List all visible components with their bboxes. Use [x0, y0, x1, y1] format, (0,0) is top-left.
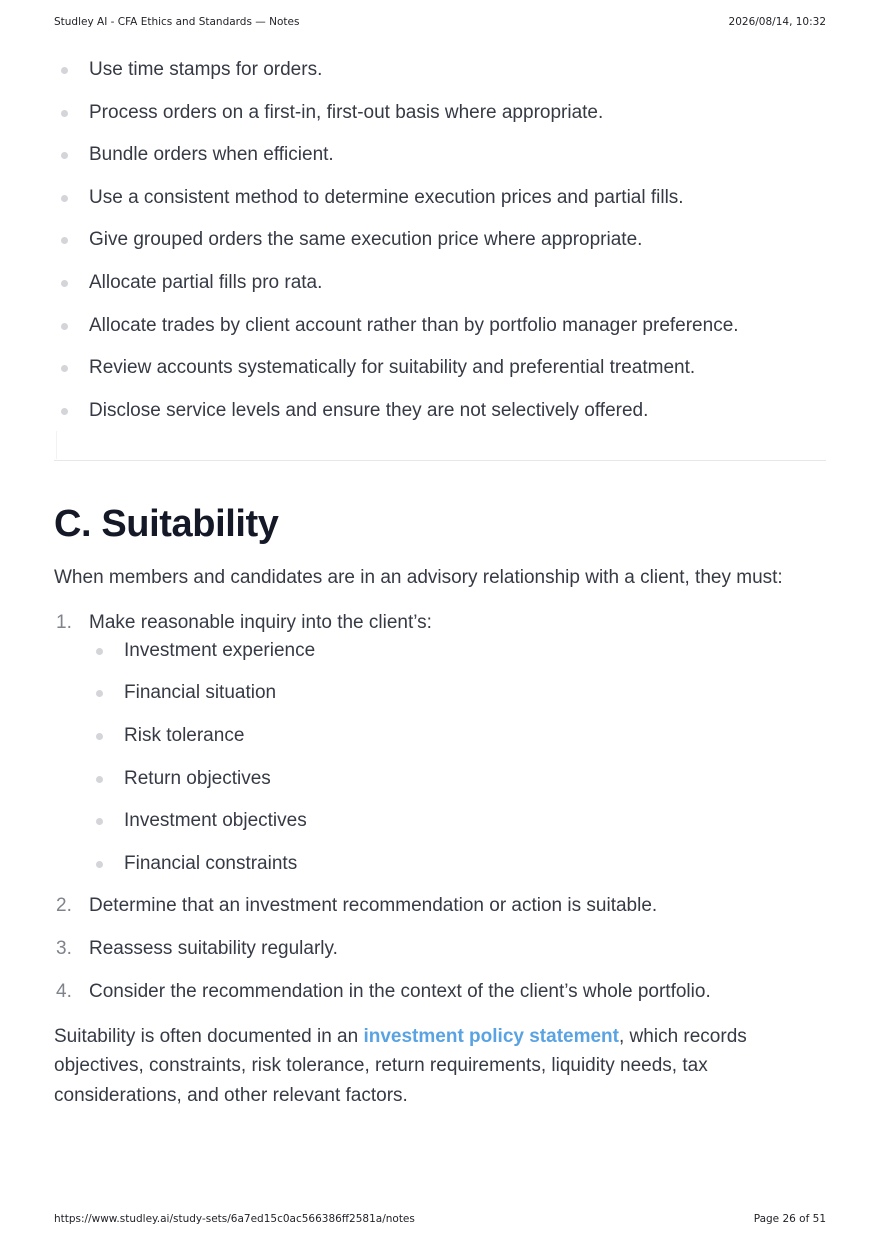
bullet-dot-icon — [61, 110, 68, 117]
step-text: Determine that an investment recommendation or action is suitable. — [89, 895, 658, 917]
bullet-dot-icon — [61, 323, 68, 330]
suitability-steps — [54, 609, 826, 1006]
list-item: Give grouped orders the same execution price where appropriate. — [54, 226, 826, 254]
list-item: Process orders on a first-in, first-out basis where appropriate. — [54, 99, 826, 127]
investment-policy-statement-link[interactable]: investment policy statement — [363, 1025, 619, 1047]
notes-content — [54, 56, 826, 1110]
list-item: Allocate partial fills pro rata. — [54, 269, 826, 297]
step-item — [54, 609, 826, 878]
step-item — [54, 935, 826, 963]
bullet-dot-icon — [61, 280, 68, 287]
bullet-dot-icon — [96, 861, 103, 868]
list-item: Use a consistent method to determine execution prices and partial fills. — [54, 184, 826, 212]
horizontal-rule — [54, 460, 826, 461]
list-item: Investment objectives — [89, 807, 826, 835]
section-heading: C. Suitability — [54, 503, 279, 546]
section-divider — [54, 431, 826, 461]
step-text: Consider the recommendation in the context of the client’s whole portfolio. — [89, 980, 711, 1002]
list-item: Use time stamps for orders. — [54, 56, 826, 84]
list-item: Disclose service levels and ensure they are not selectively offered. — [54, 397, 826, 425]
step-number: 3. — [56, 938, 72, 959]
list-item: Risk tolerance — [89, 722, 826, 750]
step-number: 1. — [56, 611, 72, 633]
bullet-dot-icon — [61, 67, 68, 74]
print-datetime: 2026/08/14, 10:32 — [728, 16, 826, 28]
list-item: Bundle orders when efficient. — [54, 141, 826, 169]
list-item: Allocate trades by client account rather than by portfolio manager preference. — [54, 312, 826, 340]
bullet-dot-icon — [96, 818, 103, 825]
bullet-dot-icon — [61, 365, 68, 372]
step-text: Make reasonable inquiry into the client’s: — [89, 611, 432, 633]
step-item — [54, 892, 826, 920]
page-number: Page 26 of 51 — [753, 1213, 826, 1225]
closing-paragraph: Suitability is often documented in an investment policy statement, which records objectives, constraints, risk tolerance, return requirements, liquidity needs, tax considerations, and other relevant factors. — [54, 1025, 747, 1106]
client-inquiry-list — [89, 637, 826, 878]
list-item: Financial constraints — [89, 850, 826, 878]
bullet-dot-icon — [61, 152, 68, 159]
step-item — [54, 978, 826, 1006]
bullet-dot-icon — [61, 237, 68, 244]
bullet-dot-icon — [96, 776, 103, 783]
document-title: Studley AI - CFA Ethics and Standards — Notes — [54, 16, 300, 28]
bullet-dot-icon — [96, 733, 103, 740]
list-item: Investment experience — [89, 637, 826, 665]
order-handling-list — [54, 56, 826, 425]
step-text: Reassess suitability regularly. — [89, 938, 338, 959]
bullet-dot-icon — [96, 690, 103, 697]
list-item: Return objectives — [89, 765, 826, 793]
bullet-dot-icon — [96, 648, 103, 655]
bullet-dot-icon — [61, 195, 68, 202]
list-item: Financial situation — [89, 679, 826, 707]
section-intro: When members and candidates are in an advisory relationship with a client, they must: — [54, 567, 783, 589]
print-footer — [54, 1213, 826, 1225]
bullet-dot-icon — [61, 408, 68, 415]
page-url: https://www.studley.ai/study-sets/6a7ed15c0ac566386ff2581a/notes — [54, 1213, 415, 1225]
list-item: Review accounts systematically for suitability and preferential treatment. — [54, 354, 826, 382]
step-number: 4. — [56, 980, 72, 1002]
step-number: 2. — [56, 895, 72, 917]
print-header — [54, 16, 826, 28]
